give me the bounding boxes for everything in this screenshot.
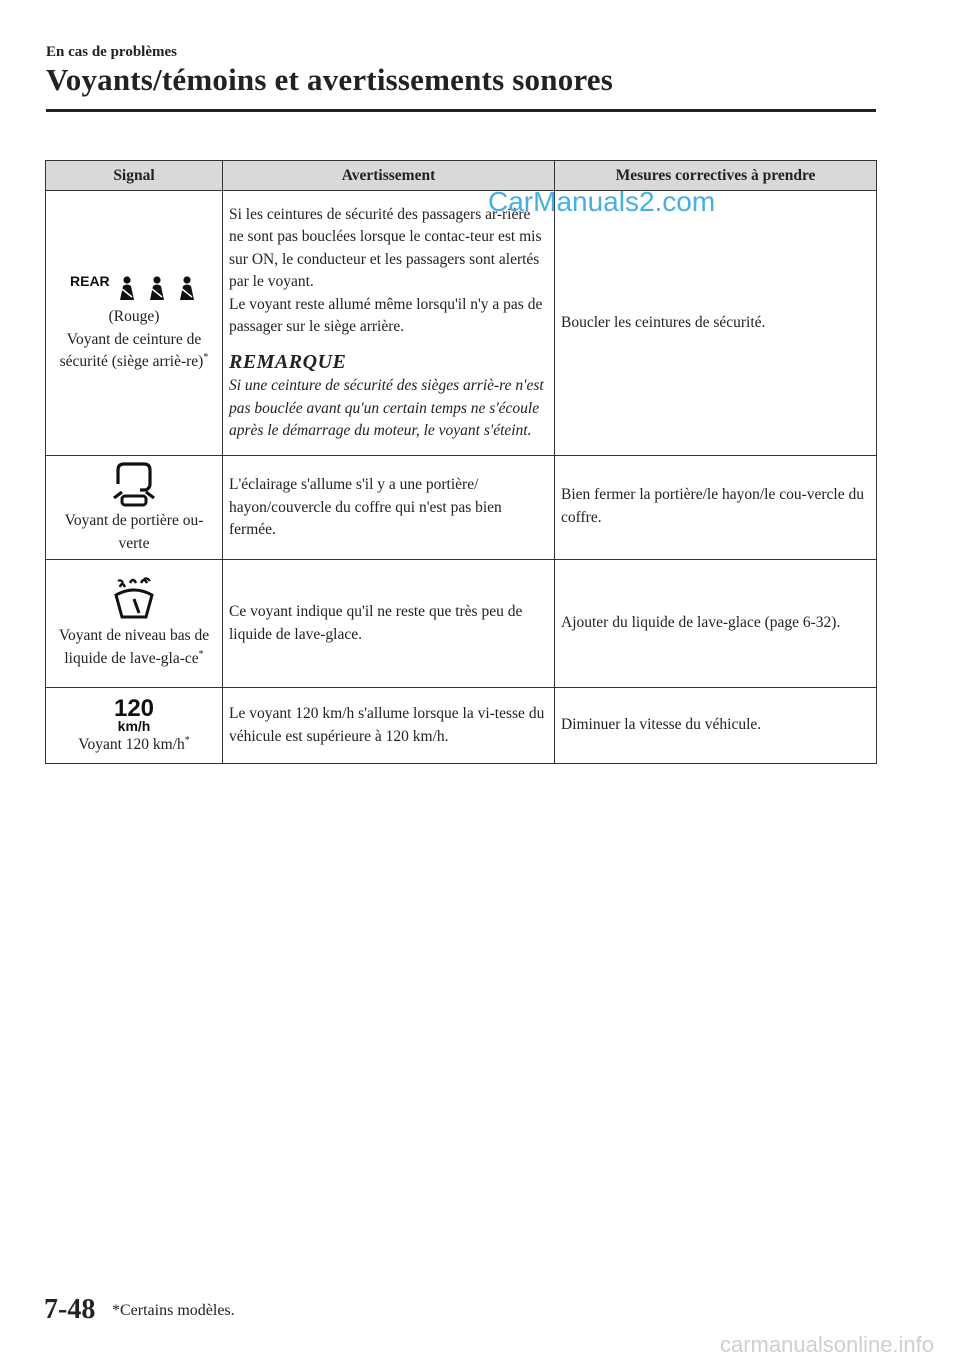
watermark: CarManuals2.com	[488, 186, 716, 217]
door-ajar-icon	[110, 460, 158, 508]
column-header-action: Mesures correctives à prendre	[555, 161, 877, 191]
table-row	[46, 688, 877, 764]
signal-name: Voyant de niveau bas de liquide de lave-gla-ce*	[58, 627, 210, 667]
washer-fluid-icon	[110, 577, 158, 623]
table-row	[46, 191, 877, 456]
footnote-marker: *	[184, 735, 190, 747]
warning-cell	[223, 560, 555, 688]
warning-text: Le voyant 120 km/h s'allume lorsque la vi-tesse du véhicule est supérieure à 120 km/h.	[229, 705, 545, 745]
rear-icon-text: REAR	[70, 273, 110, 290]
column-header-warning: Avertissement	[223, 161, 555, 191]
speed-icon-unit: km/h	[117, 718, 151, 735]
warning-cell	[223, 456, 555, 560]
action-cell	[555, 456, 877, 560]
page-number: 7-48	[44, 1294, 96, 1325]
table-row	[46, 560, 877, 688]
warning-text: Si les ceintures de sécurité des passagers ar-rière ne sont pas bouclées lorsque le contac-teur est mis sur ON, le conducteur et les passagers sont alertés par le voyant.	[229, 205, 542, 290]
footnote-marker: *	[203, 352, 209, 364]
action-cell	[555, 191, 877, 456]
column-header-signal: Signal	[46, 161, 223, 191]
signal-color-label: (Rouge)	[108, 308, 160, 326]
speed-icon-number: 120	[113, 695, 155, 723]
rear-seatbelt-warning-icon	[68, 272, 200, 302]
action-text: Ajouter du liquide de lave-glace (page 6-32).	[561, 614, 841, 632]
warning-text: Ce voyant indique qu'il ne reste que très peu de liquide de lave-glace.	[229, 603, 523, 643]
footnote-marker: *	[198, 648, 204, 660]
footnote: *Certains modèles.	[112, 1302, 235, 1319]
speed-120-icon	[110, 694, 158, 734]
signal-name: Voyant de ceinture de sécurité (siège arriè-re)*	[59, 330, 209, 371]
table-header-row	[46, 161, 877, 191]
action-text: Diminuer la vitesse du véhicule.	[561, 716, 762, 734]
title-divider	[46, 109, 876, 112]
signal-cell	[46, 560, 223, 688]
table-row	[46, 456, 877, 560]
action-text: Boucler les ceintures de sécurité.	[561, 313, 766, 331]
warning-text: L'éclairage s'allume s'il y a une portière/ hayon/couvercle du coffre qui n'est pas bien fermée.	[229, 476, 502, 538]
signal-name: Voyant de portière ou-verte	[64, 512, 204, 552]
footer-watermark: carmanualsonline.info	[720, 1332, 935, 1357]
warning-cell	[223, 191, 555, 456]
signal-cell	[46, 456, 223, 560]
page-title: Voyants/témoins et avertissements sonores	[46, 62, 614, 97]
warning-cell	[223, 688, 555, 764]
section-label: En cas de problèmes	[46, 44, 177, 60]
warning-text-2: Le voyant reste allumé même lorsqu'il n'y a pas de passager sur le siège arrière.	[229, 295, 543, 335]
note-title: REMARQUE	[229, 350, 347, 373]
warning-lights-table	[45, 160, 877, 764]
signal-cell	[46, 688, 223, 764]
action-text: Bien fermer la portière/le hayon/le cou-vercle du coffre.	[561, 486, 864, 526]
signal-name: Voyant 120 km/h*	[78, 735, 190, 754]
note-text: Si une ceinture de sécurité des sièges arriè-re n'est pas bouclée avant qu'un certain temps ne s'écoule après le démarrage du moteur, le voyant s'éteint.	[229, 377, 544, 439]
action-cell	[555, 560, 877, 688]
action-cell	[555, 688, 877, 764]
signal-cell	[46, 191, 223, 456]
